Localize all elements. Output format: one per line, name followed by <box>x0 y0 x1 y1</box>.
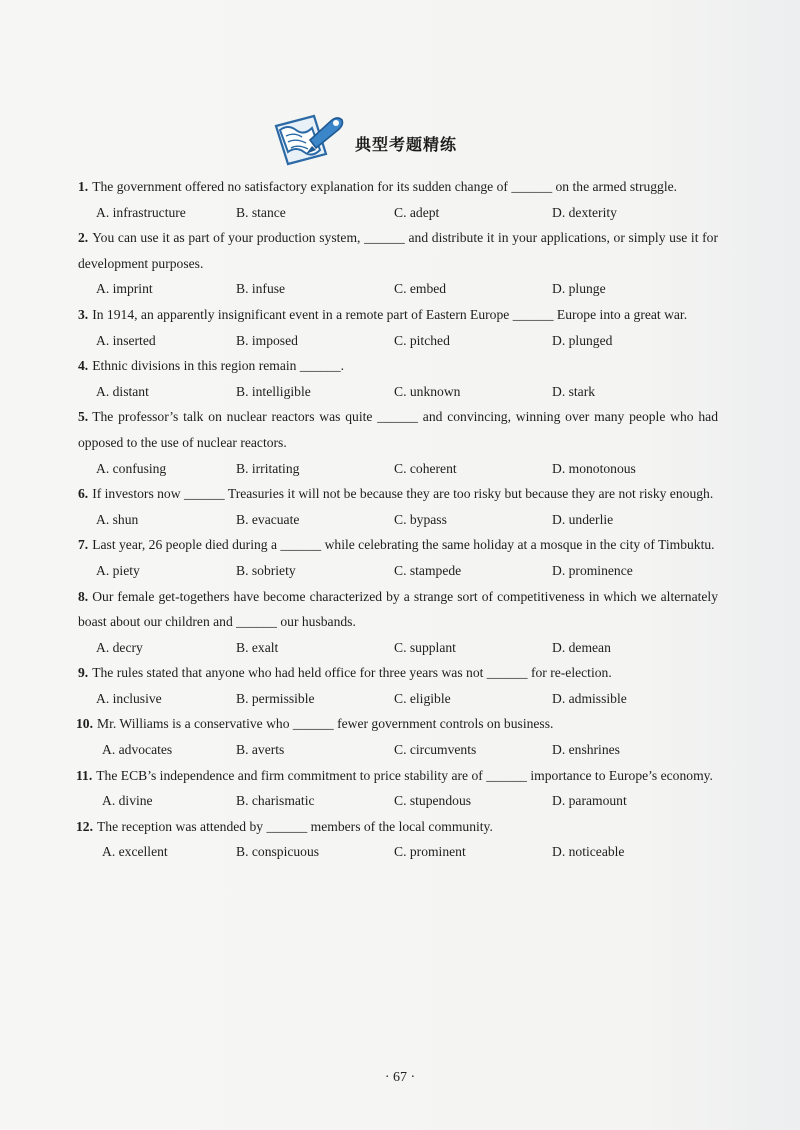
question-stem: Our female get-togethers have become characterized by a strange sort of competitiveness in which we alternately boast about our children and ______ our husbands. <box>78 588 718 630</box>
option-a[interactable]: A. inserted <box>96 332 156 348</box>
question-number: 6. <box>78 486 89 502</box>
option-c[interactable]: C. stupendous <box>394 793 472 809</box>
question-number: 7. <box>78 537 89 553</box>
option-c[interactable]: C. unknown <box>394 383 461 399</box>
option-b[interactable]: B. averts <box>236 742 285 758</box>
option-c[interactable]: C. prominent <box>394 844 466 860</box>
option-b[interactable]: B. sobriety <box>236 562 296 578</box>
option-d[interactable]: D. prominence <box>552 562 633 578</box>
option-d[interactable]: D. underlie <box>552 511 614 527</box>
question-stem: The rules stated that anyone who had held office for three years was not ______ for re-election. <box>92 665 612 681</box>
question-number: 1. <box>78 179 89 194</box>
option-a[interactable]: A. shun <box>96 511 139 527</box>
option-a[interactable]: A. excellent <box>102 844 168 860</box>
option-a[interactable]: A. piety <box>96 562 140 578</box>
option-row <box>78 558 718 584</box>
option-d[interactable]: D. enshrines <box>552 742 620 758</box>
option-d[interactable]: D. noticeable <box>552 844 625 860</box>
option-row <box>78 379 718 405</box>
option-row <box>78 328 718 354</box>
question-stem: The professor’s talk on nuclear reactors was quite ______ and convincing, winning over many people who had opposed to the use of nuclear reactors. <box>78 409 718 450</box>
option-b[interactable]: B. infuse <box>236 281 286 297</box>
question-item <box>78 763 718 814</box>
option-a[interactable]: A. confusing <box>96 460 167 476</box>
certificate-scroll-icon <box>270 110 348 168</box>
option-row <box>78 507 718 533</box>
option-row <box>78 839 718 865</box>
option-b[interactable]: B. conspicuous <box>236 844 320 860</box>
question-stem: The reception was attended by ______ members of the local community. <box>97 818 493 834</box>
option-row <box>78 788 718 814</box>
question-item <box>78 711 718 762</box>
option-c[interactable]: C. circumvents <box>394 742 477 758</box>
question-number: 3. <box>78 306 89 322</box>
question-item <box>78 302 718 353</box>
option-c[interactable]: C. coherent <box>394 460 457 476</box>
option-b[interactable]: B. irritating <box>236 460 300 476</box>
option-d[interactable]: D. plunge <box>552 281 606 297</box>
question-item <box>78 404 718 481</box>
question-number: 12. <box>76 818 93 834</box>
option-a[interactable]: A. infrastructure <box>96 204 186 220</box>
option-b[interactable]: B. exalt <box>236 639 279 655</box>
option-b[interactable]: B. charismatic <box>236 793 315 809</box>
option-c[interactable]: C. adept <box>394 204 440 220</box>
question-item <box>78 584 718 661</box>
option-c[interactable]: C. eligible <box>394 690 451 706</box>
question-stem: Mr. Williams is a conservative who ______ fewer government controls on business. <box>97 716 554 732</box>
question-number: 8. <box>78 588 89 604</box>
section-title: 典型考题精练 <box>355 135 458 154</box>
question-number: 2. <box>78 230 89 246</box>
option-c[interactable]: C. supplant <box>394 639 456 655</box>
option-row <box>78 686 718 712</box>
option-d[interactable]: D. stark <box>552 383 596 399</box>
option-row <box>78 276 718 302</box>
option-d[interactable]: D. monotonous <box>552 460 636 476</box>
question-number: 11. <box>76 767 93 783</box>
option-b[interactable]: B. permissible <box>236 690 315 706</box>
option-a[interactable]: A. decry <box>96 639 143 655</box>
question-number: 9. <box>78 665 89 681</box>
question-stem: If investors now ______ Treasuries it will not be because they are too risky but because they are not risky enough. <box>92 486 714 502</box>
option-c[interactable]: C. pitched <box>394 332 450 348</box>
option-d[interactable]: D. dexterity <box>552 204 617 220</box>
option-row <box>78 635 718 661</box>
question-number: 10. <box>76 716 93 732</box>
option-d[interactable]: D. paramount <box>552 793 627 809</box>
page-number: · 67 · <box>384 1070 416 1085</box>
question-item <box>78 481 718 532</box>
option-c[interactable]: C. embed <box>394 281 447 297</box>
option-d[interactable]: D. demean <box>552 639 611 655</box>
option-a[interactable]: A. advocates <box>102 742 173 758</box>
question-stem: The government offered no satisfactory explanation for its sudden change of ______ on the armed struggle. <box>92 179 678 194</box>
option-b[interactable]: B. evacuate <box>236 511 300 527</box>
question-item <box>78 814 718 865</box>
option-d[interactable]: D. plunged <box>552 332 613 348</box>
question-stem: Last year, 26 people died during a ______ while celebrating the same holiday at a mosque in the city of Timbuktu. <box>92 537 715 553</box>
option-c[interactable]: C. stampede <box>394 562 462 578</box>
question-stem: The ECB’s independence and firm commitment to price stability are of ______ importance to Europe’s economy. <box>96 767 713 783</box>
option-a[interactable]: A. divine <box>102 793 153 809</box>
option-b[interactable]: B. imposed <box>236 332 298 348</box>
question-stem: Ethnic divisions in this region remain ______. <box>92 358 345 374</box>
option-row <box>78 737 718 763</box>
option-a[interactable]: A. imprint <box>96 281 153 297</box>
question-stem: You can use it as part of your production system, ______ and distribute it in your applications, or simply use it for development purposes. <box>78 230 718 271</box>
option-row <box>78 200 718 226</box>
question-number: 5. <box>78 409 89 425</box>
option-row <box>78 456 718 482</box>
option-d[interactable]: D. admissible <box>552 690 627 706</box>
question-stem: In 1914, an apparently insignificant event in a remote part of Eastern Europe ______ Europe into a great war. <box>92 306 688 322</box>
option-b[interactable]: B. intelligible <box>236 383 311 399</box>
question-list <box>78 174 718 865</box>
option-a[interactable]: A. distant <box>96 383 149 399</box>
question-item <box>78 174 718 225</box>
option-a[interactable]: A. inclusive <box>96 690 162 706</box>
question-number: 4. <box>78 358 89 374</box>
question-item <box>78 532 718 583</box>
option-b[interactable]: B. stance <box>236 204 286 220</box>
section-header <box>0 110 800 170</box>
question-item <box>78 225 718 302</box>
question-item <box>78 353 718 404</box>
option-c[interactable]: C. bypass <box>394 511 447 527</box>
question-item <box>78 660 718 711</box>
